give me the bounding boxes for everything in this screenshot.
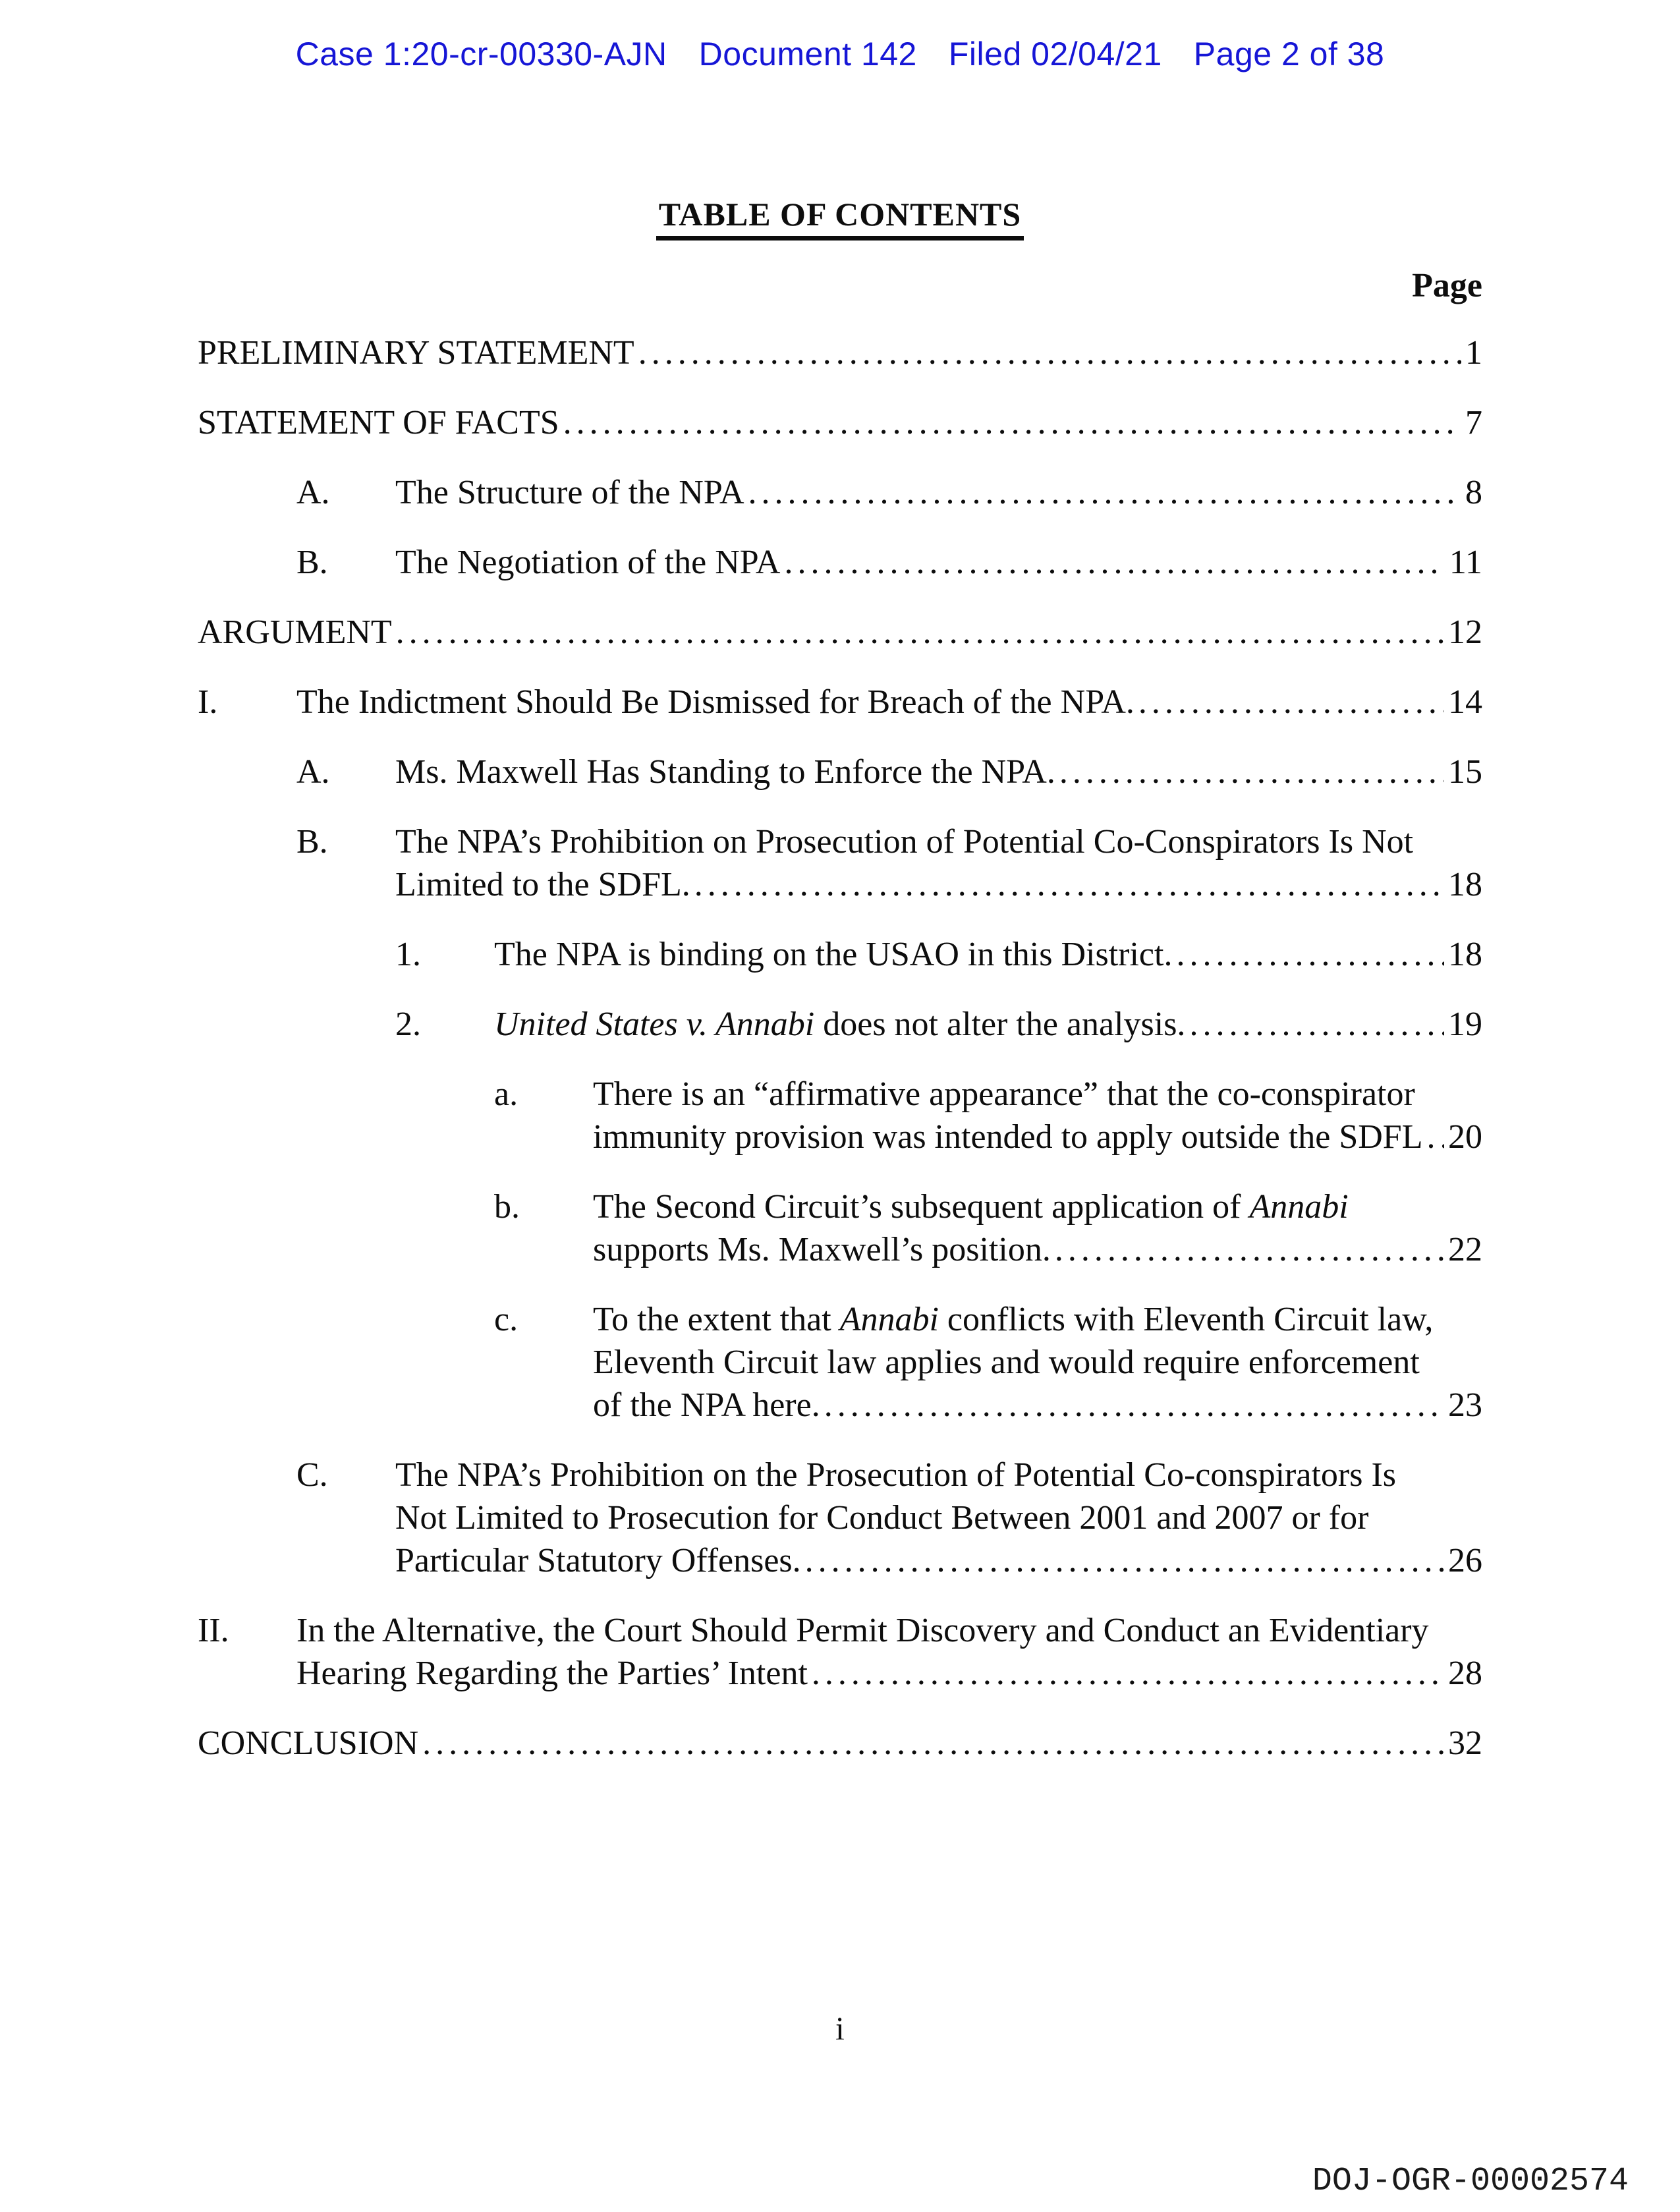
toc-entry-label: B. — [296, 544, 328, 581]
toc-page-number: 14 — [1448, 683, 1482, 721]
toc-entry-line — [296, 681, 1482, 723]
toc-entry-line — [593, 1341, 1482, 1384]
toc-entry-text: The NPA’s Prohibition on Prosecution of Potential Co-Conspirators Is Not — [395, 823, 1414, 861]
toc-entry-text: STATEMENT OF FACTS — [198, 404, 559, 441]
toc-entry-line — [593, 1073, 1482, 1116]
toc-entry-label: b. — [494, 1188, 520, 1226]
toc-entry-label: c. — [494, 1301, 518, 1338]
toc-page-number: 1 — [1465, 334, 1482, 372]
case-stamp-segment: Case 1:20-cr-00330-AJN — [295, 36, 667, 72]
toc-entry-label: A. — [296, 753, 330, 791]
dot-leader — [1138, 681, 1444, 723]
toc-entry — [198, 1722, 1482, 1765]
toc-page-number: 7 — [1465, 404, 1482, 441]
dot-leader — [396, 611, 1444, 654]
toc-page-number: 20 — [1448, 1118, 1482, 1156]
dot-leader — [784, 541, 1445, 584]
toc-page-number: 18 — [1448, 866, 1482, 903]
toc-page-number: 32 — [1448, 1724, 1482, 1762]
document-title-text: TABLE OF CONTENTS — [656, 196, 1024, 241]
toc-page-number: 11 — [1449, 544, 1482, 581]
dot-leader — [1059, 751, 1444, 793]
toc-entry-text: immunity provision was intended to apply outside the SDFL — [593, 1118, 1423, 1156]
toc-entry-line — [395, 863, 1482, 906]
toc-entry — [198, 1185, 1482, 1271]
dot-leader — [422, 1722, 1444, 1765]
toc-entry-label: I. — [198, 683, 218, 721]
document-title — [0, 196, 1680, 241]
toc-entry-text: ARGUMENT — [198, 613, 392, 651]
dot-leader — [824, 1384, 1444, 1427]
toc-entry-label: a. — [494, 1075, 518, 1113]
dot-leader — [748, 471, 1461, 514]
toc-entry-line — [494, 933, 1482, 976]
toc-entry — [198, 1298, 1482, 1427]
toc-entry-text: PRELIMINARY STATEMENT — [198, 334, 634, 372]
toc-entry-line — [395, 1454, 1482, 1496]
toc-entry-line — [593, 1228, 1482, 1271]
toc-entry-text: There is an “affirmative appearance” that the co-conspirator — [593, 1075, 1415, 1113]
toc-entry-text: Not Limited to Prosecution for Conduct Between 2001 and 2007 or for — [395, 1499, 1369, 1537]
toc-entry-line — [296, 1609, 1482, 1652]
toc-entry — [198, 611, 1482, 654]
toc-entry-text: The NPA’s Prohibition on the Prosecution of Potential Co-conspirators Is — [395, 1456, 1396, 1494]
dot-leader — [1189, 1003, 1444, 1046]
toc-entry-line — [593, 1185, 1482, 1228]
toc-entry-line — [395, 820, 1482, 863]
case-stamp-header — [0, 34, 1680, 74]
toc-page-number: 28 — [1448, 1655, 1482, 1692]
toc-entry-text: CONCLUSION — [198, 1724, 419, 1762]
toc-entry — [198, 933, 1482, 976]
dot-leader — [805, 1539, 1444, 1582]
toc-entry-label: 2. — [395, 1006, 421, 1043]
toc-entry-text: The Indictment Should Be Dismissed for Breach of the NPA. — [296, 683, 1134, 721]
toc-entry-text: Limited to the SDFL. — [395, 866, 690, 903]
toc-entry-text: supports Ms. Maxwell’s position. — [593, 1231, 1051, 1268]
toc-entry-text: In the Alternative, the Court Should Permit Discovery and Conduct an Evidentiary — [296, 1612, 1429, 1649]
toc-entry — [198, 681, 1482, 723]
toc-entry-text: Ms. Maxwell Has Standing to Enforce the NPA. — [395, 753, 1055, 791]
toc-page-number: 23 — [1448, 1386, 1482, 1424]
toc-entry — [198, 471, 1482, 514]
toc-entry-line — [395, 751, 1482, 793]
toc-entry — [198, 1609, 1482, 1695]
toc-page-number: 18 — [1448, 936, 1482, 973]
case-stamp-segment: Filed 02/04/21 — [948, 36, 1162, 72]
toc-entry-line — [593, 1116, 1482, 1158]
toc-entry-line — [395, 541, 1482, 584]
toc-entry-label: II. — [198, 1612, 229, 1649]
toc-entry-line — [494, 1003, 1482, 1046]
toc-entry — [198, 1073, 1482, 1158]
toc-entry-text: of the NPA here. — [593, 1386, 820, 1424]
toc-entry-line — [198, 611, 1482, 654]
toc-page-number: 12 — [1448, 613, 1482, 651]
toc-entry-text: The Negotiation of the NPA — [395, 544, 781, 581]
dot-leader — [638, 331, 1461, 374]
toc-entry-text: The NPA is binding on the USAO in this District. — [494, 936, 1173, 973]
toc-entry-line — [593, 1298, 1482, 1341]
case-stamp-segment: Document 142 — [698, 36, 917, 72]
dot-leader — [1176, 933, 1444, 976]
toc-entry-line — [198, 1722, 1482, 1765]
toc-entry — [198, 1003, 1482, 1046]
toc-entry-label: A. — [296, 474, 330, 511]
toc-entry-line — [296, 1652, 1482, 1695]
toc-entry-text: United States v. Annabi does not alter the analysis. — [494, 1006, 1186, 1043]
page-column-label: Page — [1412, 267, 1482, 304]
case-stamp-segment: Page 2 of 38 — [1193, 36, 1385, 72]
toc-entry — [198, 331, 1482, 374]
toc-entry-line — [198, 401, 1482, 444]
dot-leader — [563, 401, 1461, 444]
toc-page-number: 26 — [1448, 1542, 1482, 1579]
toc-entry-label: 1. — [395, 936, 421, 973]
toc-entry — [198, 1454, 1482, 1582]
toc-entry — [198, 820, 1482, 906]
dot-leader — [694, 863, 1444, 906]
toc-page-number: 19 — [1448, 1006, 1482, 1043]
dot-leader — [1055, 1228, 1444, 1271]
toc-entry — [198, 751, 1482, 793]
toc-entry-text: The Second Circuit’s subsequent application of Annabi — [593, 1188, 1349, 1226]
footer-page-number: i — [835, 2010, 845, 2047]
toc-entry-text: Hearing Regarding the Parties’ Intent — [296, 1655, 808, 1692]
toc-entry-text: The Structure of the NPA — [395, 474, 744, 511]
toc-entry-label: C. — [296, 1456, 328, 1494]
toc-entry-line — [395, 1539, 1482, 1582]
dot-leader — [812, 1652, 1444, 1695]
toc-entry-line — [593, 1384, 1482, 1427]
toc-entry-line — [395, 471, 1482, 514]
toc-entry-line — [395, 1496, 1482, 1539]
toc-entry — [198, 401, 1482, 444]
toc-entry-text: Eleventh Circuit law applies and would require enforcement — [593, 1344, 1420, 1381]
toc-entry-text: Particular Statutory Offenses. — [395, 1542, 801, 1579]
toc-page-number: 22 — [1448, 1231, 1482, 1268]
table-of-contents — [198, 331, 1482, 1792]
toc-entry-label: B. — [296, 823, 328, 861]
toc-entry-text: To the extent that Annabi conflicts with Eleventh Circuit law, — [593, 1301, 1434, 1338]
toc-page-number: 8 — [1465, 474, 1482, 511]
toc-entry — [198, 541, 1482, 584]
bates-number: DOJ-OGR-00002574 — [1312, 2163, 1629, 2200]
toc-page-number: 15 — [1448, 753, 1482, 791]
dot-leader — [1426, 1116, 1444, 1158]
toc-entry-line — [198, 331, 1482, 374]
